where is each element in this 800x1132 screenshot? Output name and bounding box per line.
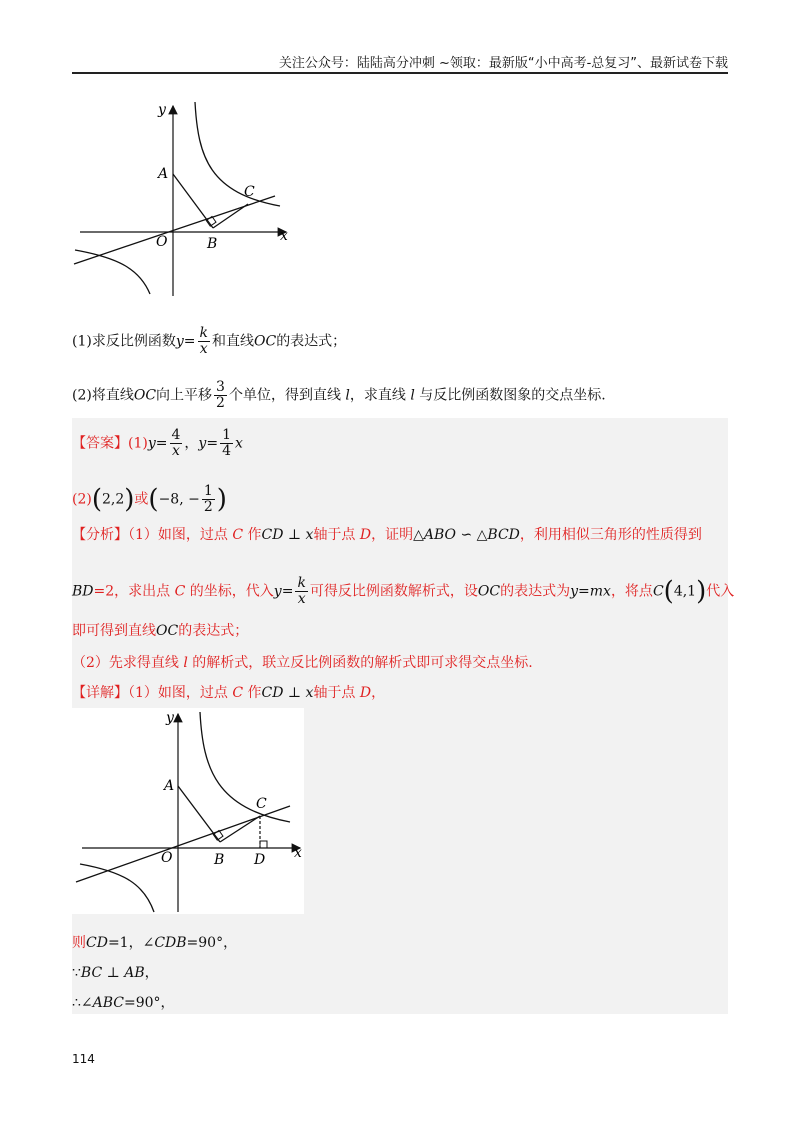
segment-bc [213,204,248,228]
analysis-line-1: 【分析】（1）如图，过点 C 作CD ⊥ x轴于点 D，证明△ABO ∽ △BCD，利用相似三角形的性质得到 [72,527,702,543]
answer-line-1: 【答案】(1)y= $\frac{4}{x}$ ，y= $\frac{1}{4}$ x [72,427,243,459]
label-b: B [214,852,225,868]
label-c: C [244,184,255,200]
question-1: (1)求反比例函数y= $\frac{k}{x}$ 和直线OC的表达式； [72,325,347,357]
label-o: O [156,234,168,250]
detail-line-1: 【详解】（1）如图，过点 C 作CD ⊥ x轴于点 D， [72,685,386,701]
fraction-k-x: $\frac{k}{x}$ [199,325,208,357]
fraction-3-2: $\frac{3}{2}$ [216,379,225,411]
figure-1 [70,98,300,298]
answer-line-2: (2)(2,2)或(−8, − $\frac{1}{2}$ ) [72,483,227,515]
detail-step-2: ∵BC ⊥ AB， [72,965,159,981]
hyperbola-upper [200,712,290,822]
label-y: y [166,710,174,726]
analysis-line-3: 即可得到直线OC的表达式； [72,623,249,639]
analysis-line-2: BD=2，求出点 C 的坐标，代入y= $\frac{k}{x}$ 可得反比例函数解析式，设OC的表达式为y=mx，将点C(4,1)代入 [72,575,735,607]
question-2: (2)将直线OC向上平移 $\frac{3}{2}$ 个单位，得到直线 l，求直线 l 与反比例函数图象的交点坐标. [72,379,606,411]
label-c: C [256,796,267,812]
hyperbola-lower [80,864,154,912]
label-a: A [164,778,175,794]
detail-step-1: 则CD=1，∠CDB=90°， [72,935,238,951]
detail-step-3: ∴∠ABC=90°， [72,995,175,1011]
figure-2 [72,708,304,914]
label-d: D [254,852,266,868]
analysis-line-4: （2）先求得直线 l 的解析式，联立反比例函数的解析式即可求得交点坐标. [72,655,533,671]
right-angle-mark-d [260,841,267,848]
label-y: y [158,102,166,118]
label-x: x [294,845,302,861]
hyperbola-lower [75,250,150,294]
label-b: B [207,236,218,252]
page-number: 114 [72,1052,95,1066]
page-header: 关注公众号：陆陆高分冲刺 ~领取：最新版“小中高考-总复习”、最新试卷下载 [278,56,728,71]
header-rule [72,72,728,74]
label-o: O [161,850,173,866]
label-a: A [158,166,169,182]
label-x: x [280,228,288,244]
hyperbola-upper [195,102,280,206]
